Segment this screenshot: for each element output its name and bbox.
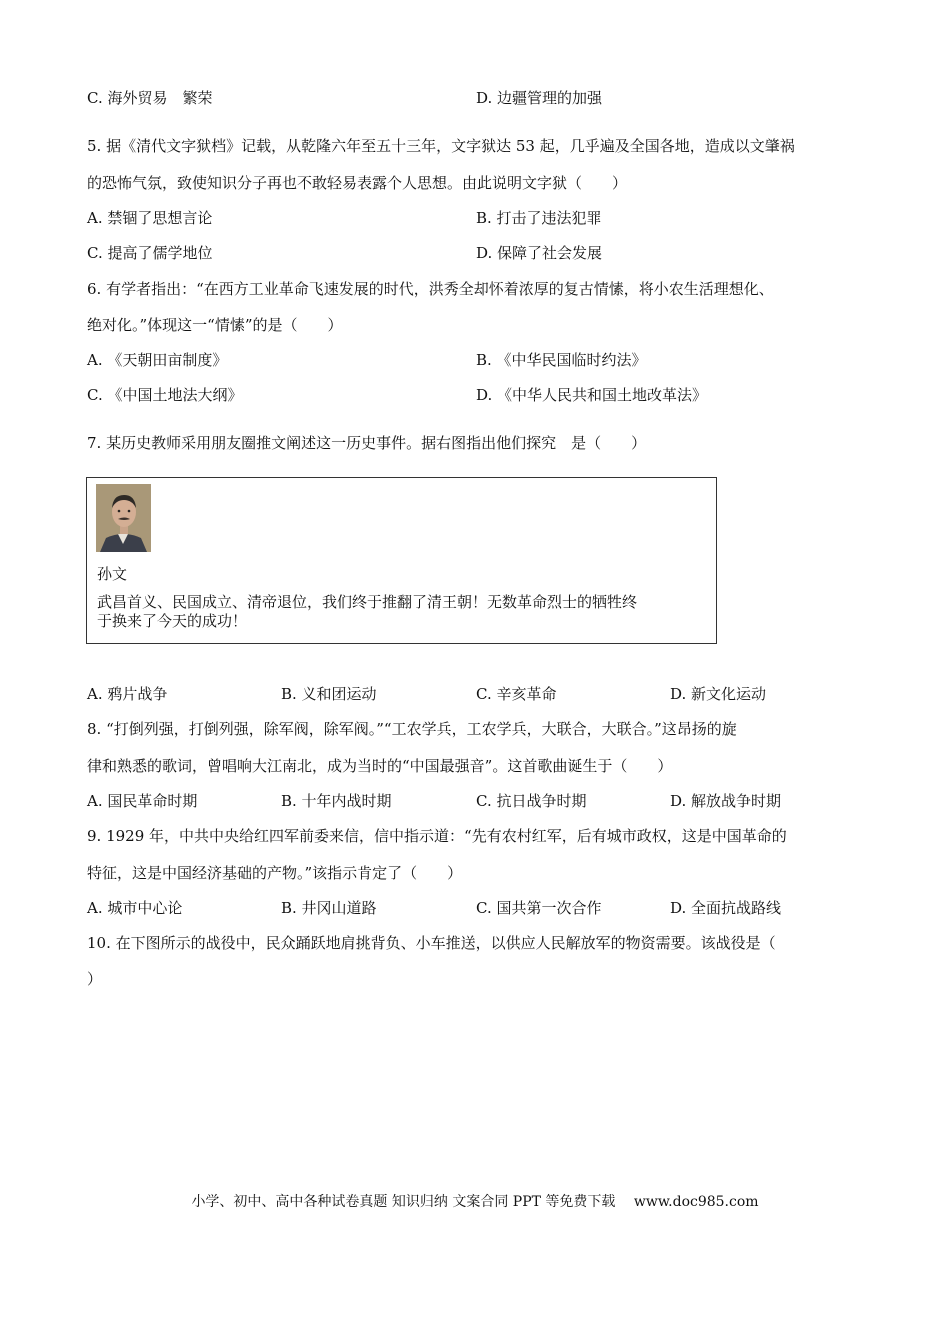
q8-option-d: D. 解放战争时期 bbox=[670, 792, 782, 810]
q7-option-b: B. 义和团运动 bbox=[281, 685, 377, 703]
post-author-name: 孙文 bbox=[97, 565, 128, 583]
q5-option-c: C. 提高了儒学地位 bbox=[87, 244, 213, 262]
q6-stem-line2: 绝对化。”体现这一“情愫”的是（ ） bbox=[87, 316, 343, 334]
q5-option-b: B. 打击了违法犯罪 bbox=[476, 209, 602, 227]
q6-option-b: B. 《中华民国临时约法》 bbox=[476, 351, 647, 369]
q9-option-d: D. 全面抗战路线 bbox=[670, 899, 782, 917]
q7-option-d: D. 新文化运动 bbox=[670, 685, 767, 703]
post-text-line1: 武昌首义、民国成立、清帝退位，我们终于推翻了清王朝！无数革命烈士的牺牲终 bbox=[97, 593, 638, 611]
q6-option-c: C. 《中国土地法大纲》 bbox=[87, 386, 243, 404]
q10-stem-line2: ） bbox=[87, 970, 103, 988]
q4-option-c: C. 海外贸易 繁荣 bbox=[87, 89, 213, 107]
q5-stem-line1: 5. 据《清代文字狱档》记载，从乾隆六年至五十三年，文字狱达 53 起，几乎遍及全国各地，造成以文肇祸 bbox=[87, 137, 795, 155]
q9-stem-line2: 特征，这是中国经济基础的产物。”该指示肯定了（ ） bbox=[87, 864, 463, 882]
q9-stem-line1: 9. 1929 年，中共中央给红四军前委来信，信中指示道：“先有农村红军，后有城市政权，这是中国革命的 bbox=[87, 827, 787, 845]
page-footer: 小学、初中、高中各种试卷真题 知识归纳 文案合同 PPT 等免费下载 www.doc985.com bbox=[191, 1194, 759, 1210]
q7-option-c: C. 辛亥革命 bbox=[476, 685, 557, 703]
q8-stem-line2: 律和熟悉的歌词，曾唱响大江南北，成为当时的“中国最强音”。这首歌曲诞生于（ ） bbox=[87, 757, 673, 775]
avatar bbox=[96, 484, 151, 552]
wechat-moments-post bbox=[86, 477, 717, 644]
post-text-line2: 于换来了今天的成功！ bbox=[97, 612, 248, 630]
portrait-image bbox=[96, 484, 151, 552]
q8-option-c: C. 抗日战争时期 bbox=[476, 792, 587, 810]
q6-stem-line1: 6. 有学者指出：“在西方工业革命飞速发展的时代，洪秀全却怀着浓厚的复古情愫，将小农生活理想化、 bbox=[87, 280, 774, 298]
q5-option-a: A. 禁锢了思想言论 bbox=[87, 209, 213, 227]
q10-stem-line1: 10. 在下图所示的战役中，民众踊跃地肩挑背负、小车推送，以供应人民解放军的物资需要。该战役是（ bbox=[87, 934, 776, 952]
q7-stem: 7. 某历史教师采用朋友圈推文阐述这一历史事件。据右图指出他们探究 是（ ） bbox=[87, 434, 647, 452]
q8-stem-line1: 8. “打倒列强，打倒列强，除军阀，除军阀。”“工农学兵，工农学兵，大联合，大联合。”这昂扬的旋 bbox=[87, 720, 737, 738]
q7-option-a: A. 鸦片战争 bbox=[87, 685, 168, 703]
q9-option-b: B. 井冈山道路 bbox=[281, 899, 377, 917]
q5-option-d: D. 保障了社会发展 bbox=[476, 244, 603, 262]
q6-option-d: D. 《中华人民共和国土地改革法》 bbox=[476, 386, 708, 404]
q9-option-a: A. 城市中心论 bbox=[87, 899, 183, 917]
q9-option-c: C. 国共第一次合作 bbox=[476, 899, 602, 917]
q4-option-d: D. 边疆管理的加强 bbox=[476, 89, 603, 107]
q8-option-a: A. 国民革命时期 bbox=[87, 792, 198, 810]
q5-stem-line2: 的恐怖气氛，致使知识分子再也不敢轻易表露个人思想。由此说明文字狱（ ） bbox=[87, 174, 628, 192]
q6-option-a: A. 《天朝田亩制度》 bbox=[87, 351, 228, 369]
q8-option-b: B. 十年内战时期 bbox=[281, 792, 392, 810]
